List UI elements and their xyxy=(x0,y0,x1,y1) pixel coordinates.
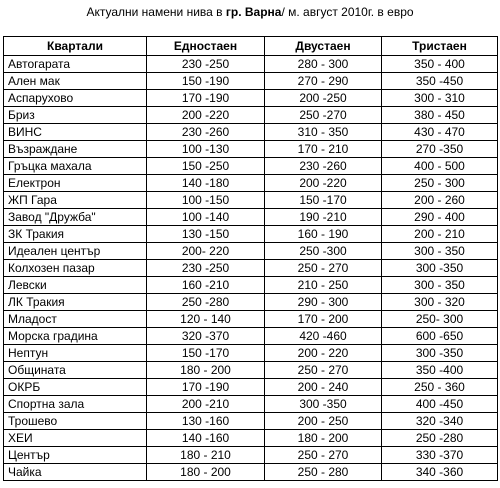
three-room-cell: 430 - 470 xyxy=(382,124,498,141)
district-cell: ВИНС xyxy=(4,124,147,141)
table-row xyxy=(4,311,498,328)
district-cell: ЛК Тракия xyxy=(4,294,147,311)
table-row xyxy=(4,430,498,447)
three-room-cell: 300 - 350 xyxy=(382,277,498,294)
two-room-cell: 250 - 270 xyxy=(265,362,382,379)
one-room-cell: 150 -250 xyxy=(147,158,265,175)
page-title xyxy=(0,2,500,22)
one-room-cell: 130 -160 xyxy=(147,413,265,430)
two-room-cell: 170 - 210 xyxy=(265,141,382,158)
two-room-cell: 250 -270 xyxy=(265,107,382,124)
three-room-cell: 250 - 300 xyxy=(382,175,498,192)
title-prefix: Актуални намени нива в xyxy=(86,5,226,19)
two-room-cell: 200 - 220 xyxy=(265,345,382,362)
two-room-cell: 180 - 200 xyxy=(265,430,382,447)
table-row xyxy=(4,379,498,396)
table-row xyxy=(4,141,498,158)
one-room-cell: 320 -370 xyxy=(147,328,265,345)
district-cell: Спортна зала xyxy=(4,396,147,413)
three-room-cell: 250- 300 xyxy=(382,311,498,328)
three-room-cell: 350 -400 xyxy=(382,362,498,379)
table-body xyxy=(4,56,498,481)
three-room-cell: 400 - 500 xyxy=(382,158,498,175)
one-room-cell: 100 -150 xyxy=(147,192,265,209)
title-city: гр. Варна xyxy=(225,5,282,19)
one-room-cell: 200 -220 xyxy=(147,107,265,124)
one-room-cell: 140 -180 xyxy=(147,175,265,192)
rent-prices-table xyxy=(3,36,498,481)
three-room-cell: 350 -450 xyxy=(382,73,498,90)
district-cell: Завод "Дружба" xyxy=(4,209,147,226)
one-room-cell: 200- 220 xyxy=(147,243,265,260)
three-room-cell: 290 - 400 xyxy=(382,209,498,226)
district-cell: ХЕИ xyxy=(4,430,147,447)
table-row xyxy=(4,209,498,226)
table-row xyxy=(4,175,498,192)
one-room-cell: 150 -170 xyxy=(147,345,265,362)
table-row xyxy=(4,90,498,107)
table-row xyxy=(4,56,498,73)
one-room-cell: 180 - 200 xyxy=(147,464,265,481)
district-cell: Ален мак xyxy=(4,73,147,90)
district-cell: Електрон xyxy=(4,175,147,192)
table-row xyxy=(4,277,498,294)
two-room-cell: 200 - 250 xyxy=(265,413,382,430)
three-room-cell: 250 -280 xyxy=(382,430,498,447)
table-row xyxy=(4,396,498,413)
two-room-cell: 300 -350 xyxy=(265,396,382,413)
one-room-cell: 180 - 200 xyxy=(147,362,265,379)
district-cell: Чайка xyxy=(4,464,147,481)
three-room-cell: 300 -350 xyxy=(382,345,498,362)
three-room-cell: 350 - 400 xyxy=(382,56,498,73)
table-row xyxy=(4,192,498,209)
one-room-cell: 230 -250 xyxy=(147,260,265,277)
district-cell: Левски xyxy=(4,277,147,294)
header-three-room: Тристаен xyxy=(382,37,498,56)
district-cell: Колхозен пазар xyxy=(4,260,147,277)
table-row xyxy=(4,294,498,311)
three-room-cell: 300 -350 xyxy=(382,260,498,277)
table-row xyxy=(4,260,498,277)
one-room-cell: 160 -210 xyxy=(147,277,265,294)
one-room-cell: 130 -150 xyxy=(147,226,265,243)
one-room-cell: 250 -280 xyxy=(147,294,265,311)
district-cell: Нептун xyxy=(4,345,147,362)
one-room-cell: 120 - 140 xyxy=(147,311,265,328)
two-room-cell: 200 - 240 xyxy=(265,379,382,396)
two-room-cell: 250 - 270 xyxy=(265,260,382,277)
district-cell: Център xyxy=(4,447,147,464)
two-room-cell: 230 -260 xyxy=(265,158,382,175)
two-room-cell: 420 -460 xyxy=(265,328,382,345)
three-room-cell: 340 -360 xyxy=(382,464,498,481)
three-room-cell: 200 - 210 xyxy=(382,226,498,243)
two-room-cell: 200 -220 xyxy=(265,175,382,192)
two-room-cell: 250 -300 xyxy=(265,243,382,260)
three-room-cell: 330 -370 xyxy=(382,447,498,464)
one-room-cell: 230 -250 xyxy=(147,56,265,73)
one-room-cell: 100 -130 xyxy=(147,141,265,158)
three-room-cell: 320 -340 xyxy=(382,413,498,430)
district-cell: Гръцка махала xyxy=(4,158,147,175)
district-cell: Общината xyxy=(4,362,147,379)
table-row xyxy=(4,73,498,90)
district-cell: ОКРБ xyxy=(4,379,147,396)
title-suffix: / м. август 2010г. в евро xyxy=(281,5,414,19)
two-room-cell: 290 - 300 xyxy=(265,294,382,311)
three-room-cell: 300 - 350 xyxy=(382,243,498,260)
two-room-cell: 270 - 290 xyxy=(265,73,382,90)
two-room-cell: 190 -210 xyxy=(265,209,382,226)
three-room-cell: 380 - 450 xyxy=(382,107,498,124)
two-room-cell: 150 -170 xyxy=(265,192,382,209)
three-room-cell: 300 - 320 xyxy=(382,294,498,311)
one-room-cell: 180 - 210 xyxy=(147,447,265,464)
one-room-cell: 200 -210 xyxy=(147,396,265,413)
district-cell: ЖП Гара xyxy=(4,192,147,209)
district-cell: Морска градина xyxy=(4,328,147,345)
table-row xyxy=(4,226,498,243)
table-header-row xyxy=(4,37,498,56)
table-row xyxy=(4,158,498,175)
header-two-room: Двустаен xyxy=(265,37,382,56)
one-room-cell: 230 -260 xyxy=(147,124,265,141)
district-cell: Автогарата xyxy=(4,56,147,73)
district-cell: Трошево xyxy=(4,413,147,430)
district-cell: Възраждане xyxy=(4,141,147,158)
district-cell: Младост xyxy=(4,311,147,328)
two-room-cell: 280 - 300 xyxy=(265,56,382,73)
two-room-cell: 310 - 350 xyxy=(265,124,382,141)
three-room-cell: 300 - 310 xyxy=(382,90,498,107)
one-room-cell: 100 -140 xyxy=(147,209,265,226)
table-row xyxy=(4,362,498,379)
two-room-cell: 210 - 250 xyxy=(265,277,382,294)
three-room-cell: 200 - 260 xyxy=(382,192,498,209)
header-one-room: Едностаен xyxy=(147,37,265,56)
two-room-cell: 170 - 200 xyxy=(265,311,382,328)
district-cell: Идеален център xyxy=(4,243,147,260)
two-room-cell: 160 - 190 xyxy=(265,226,382,243)
three-room-cell: 400 -450 xyxy=(382,396,498,413)
table-row xyxy=(4,413,498,430)
district-cell: Аспарухово xyxy=(4,90,147,107)
header-district: Квартали xyxy=(4,37,147,56)
three-room-cell: 600 -650 xyxy=(382,328,498,345)
one-room-cell: 170 -190 xyxy=(147,90,265,107)
table-row xyxy=(4,464,498,481)
table-row xyxy=(4,447,498,464)
two-room-cell: 200 -250 xyxy=(265,90,382,107)
three-room-cell: 270 -350 xyxy=(382,141,498,158)
one-room-cell: 170 -190 xyxy=(147,379,265,396)
table-row xyxy=(4,345,498,362)
table-row xyxy=(4,328,498,345)
district-cell: ЗК Тракия xyxy=(4,226,147,243)
two-room-cell: 250 - 270 xyxy=(265,447,382,464)
two-room-cell: 250 - 280 xyxy=(265,464,382,481)
one-room-cell: 140 -160 xyxy=(147,430,265,447)
three-room-cell: 250 - 360 xyxy=(382,379,498,396)
table-row xyxy=(4,107,498,124)
district-cell: Бриз xyxy=(4,107,147,124)
table-row xyxy=(4,124,498,141)
one-room-cell: 150 -190 xyxy=(147,73,265,90)
table-row xyxy=(4,243,498,260)
